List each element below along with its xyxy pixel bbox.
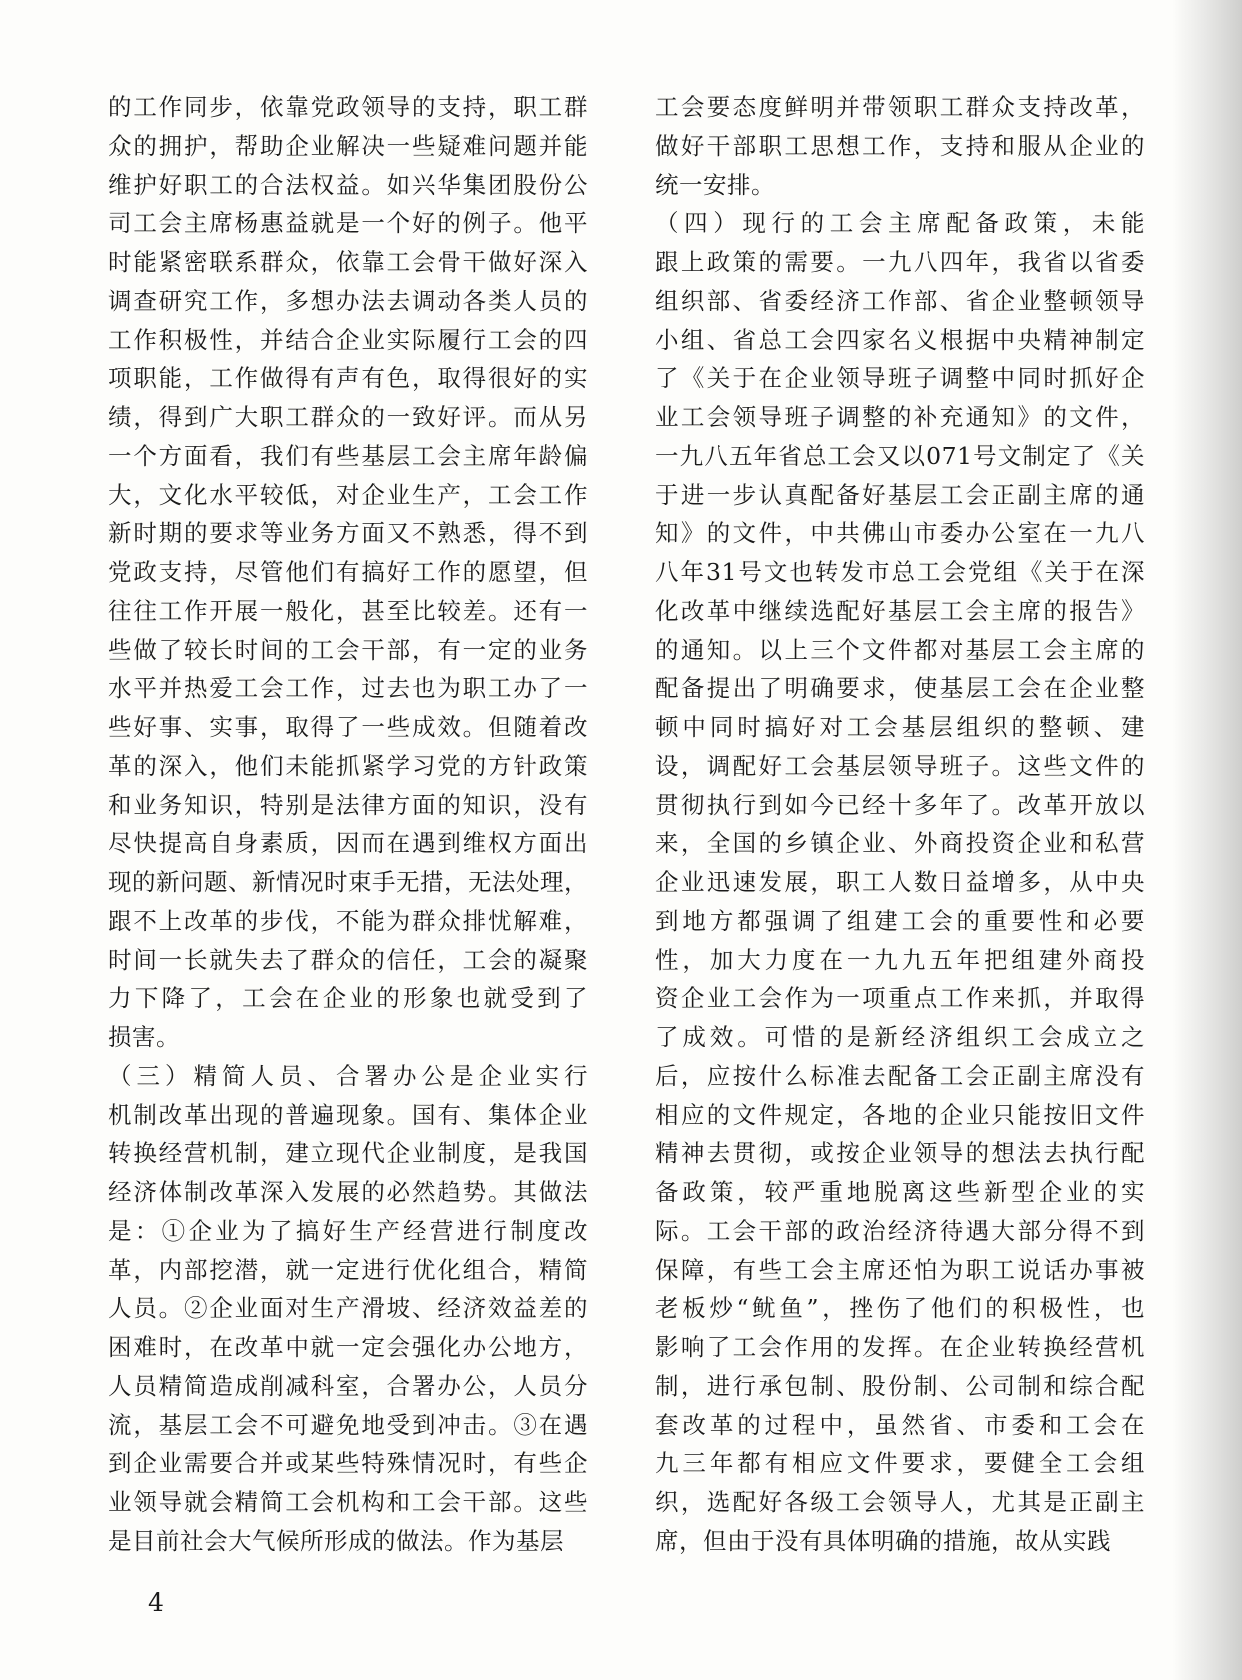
text-line: 力下降了，工会在企业的形象也就受到了	[108, 984, 588, 1013]
text-line: 精神去贯彻，或按企业领导的想法去执行配	[655, 1139, 1145, 1168]
text-line: （四）现行的工会主席配备政策，未能	[655, 209, 1145, 238]
text-line: 后，应按什么标准去配备工会正副主席没有	[655, 1061, 1145, 1090]
text-line: 设，调配好工会基层领导班子。这些文件的	[655, 751, 1145, 780]
text-line: 小组、省总工会四家名义根据中央精神制定	[655, 325, 1145, 354]
text-line: 企业迅速发展，职工人数日益增多，从中央	[655, 868, 1145, 896]
text-line: 九三年都有相应文件要求，要健全工会组	[655, 1449, 1145, 1478]
text-line: 跟上政策的需要。一九八四年，我省以省委	[655, 248, 1145, 276]
left-column	[108, 88, 588, 1561]
text-line: 业工会领导班子调整的补充通知》的文件，	[655, 403, 1145, 431]
text-line: 转换经营机制，建立现代企业制度，是我国	[108, 1139, 588, 1168]
text-line: 维护好职工的合法权益。如兴华集团股份公	[108, 170, 588, 199]
text-line: 时能紧密联系群众，依靠工会骨干做好深入	[108, 248, 588, 276]
text-line: 业领导就会精简工会机构和工会干部。这些	[108, 1488, 588, 1516]
text-line: 工会要态度鲜明并带领职工群众支持改革，	[655, 93, 1145, 121]
text-line: 来，全国的乡镇企业、外商投资企业和私营	[655, 829, 1145, 858]
text-line: 织，选配好各级工会领导人，尤其是正副主	[655, 1488, 1145, 1516]
text-line: 了《关于在企业领导班子调整中同时抓好企	[655, 364, 1145, 393]
text-line: 一九八五年省总工会又以071号文制定了《关	[655, 441, 1145, 470]
text-line: 人员精简造成削减科室，合署办公，人员分	[108, 1371, 588, 1400]
text-line: 影响了工会作用的发挥。在企业转换经营机	[655, 1333, 1145, 1361]
text-line: 尽快提高自身素质，因而在遇到维权方面出	[108, 829, 588, 858]
text-line: 了成效。可惜的是新经济组织工会成立之	[655, 1023, 1145, 1051]
text-line: 组织部、省委经济工作部、省企业整顿领导	[655, 286, 1145, 315]
text-line: 司工会主席杨惠益就是一个好的例子。他平	[108, 209, 588, 238]
text-line: （三）精简人员、合署办公是企业实行	[108, 1061, 588, 1090]
text-line: 是目前社会大气候所形成的做法。作为基层	[108, 1526, 564, 1555]
page-number: 4	[148, 1588, 164, 1617]
text-line: 和业务知识，特别是法律方面的知识，没有	[108, 790, 588, 819]
text-line: 现的新问题、新情况时束手无措，无法处理，	[108, 868, 588, 896]
text-line: 顿中同时搞好对工会基层组织的整顿、建	[655, 713, 1145, 741]
text-line: 革的深入，他们未能抓紧学习党的方针政策	[108, 751, 588, 780]
text-line: 的通知。以上三个文件都对基层工会主席的	[655, 635, 1145, 664]
text-line: 做好干部职工思想工作，支持和服从企业的	[655, 131, 1145, 160]
text-line: 些好事、实事，取得了一些成效。但随着改	[108, 713, 588, 741]
text-line: 人员。②企业面对生产滑坡、经济效益差的	[108, 1294, 588, 1323]
text-line: 知》的文件，中共佛山市委办公室在一九八	[655, 519, 1145, 548]
text-line: 时间一长就失去了群众的信任，工会的凝聚	[108, 945, 588, 974]
text-line: 于进一步认真配备好基层工会正副主席的通	[655, 480, 1145, 509]
text-line: 性，加大力度在一九九五年把组建外商投	[655, 945, 1145, 974]
text-line: 制，进行承包制、股份制、公司制和综合配	[655, 1371, 1145, 1400]
text-line: 跟不上改革的步伐，不能为群众排忧解难，	[108, 906, 588, 935]
text-line: 是：①企业为了搞好生产经营进行制度改	[108, 1216, 588, 1245]
text-line: 套改革的过程中，虽然省、市委和工会在	[655, 1410, 1145, 1439]
text-line: 革，内部挖潜，就一定进行优化组合，精简	[108, 1255, 588, 1284]
text-line: 席，但由于没有具体明确的措施，故从实践	[655, 1526, 1111, 1555]
text-line: 党政支持，尽管他们有搞好工作的愿望，但	[108, 558, 588, 586]
text-line: 众的拥护，帮助企业解决一些疑难问题并能	[108, 131, 588, 160]
text-line: 往往工作开展一般化，甚至比较差。还有一	[108, 596, 588, 625]
text-line: 配备提出了明确要求，使基层工会在企业整	[655, 674, 1145, 703]
text-line: 经济体制改革深入发展的必然趋势。其做法	[108, 1178, 588, 1206]
text-line: 损害。	[108, 1023, 180, 1051]
text-line: 水平并热爱工会工作，过去也为职工办了一	[108, 674, 588, 703]
text-line: 绩，得到广大职工群众的一致好评。而从另	[108, 403, 588, 431]
text-line: 机制改革出现的普遍现象。国有、集体企业	[108, 1100, 588, 1129]
right-column	[655, 88, 1145, 1561]
text-line: 八年31号文也转发市总工会党组《关于在深	[655, 558, 1145, 586]
text-line: 资企业工会作为一项重点工作来抓，并取得	[655, 984, 1145, 1013]
text-line: 项职能，工作做得有声有色，取得很好的实	[108, 364, 588, 393]
text-line: 老板炒“鱿鱼”，挫伤了他们的积极性，也	[655, 1294, 1145, 1323]
text-line: 流，基层工会不可避免地受到冲击。③在遇	[108, 1410, 588, 1439]
text-line: 新时期的要求等业务方面又不熟悉，得不到	[108, 519, 588, 548]
text-line: 的工作同步，依靠党政领导的支持，职工群	[108, 93, 588, 121]
text-line: 一个方面看，我们有些基层工会主席年龄偏	[108, 441, 588, 470]
text-line: 统一安排。	[655, 170, 775, 199]
text-line: 相应的文件规定，各地的企业只能按旧文件	[655, 1100, 1145, 1129]
text-line: 备政策，较严重地脱离这些新型企业的实	[655, 1178, 1145, 1206]
scan-shadow	[1172, 0, 1242, 1680]
text-line: 工作积极性，并结合企业实际履行工会的四	[108, 325, 588, 354]
text-line: 调查研究工作，多想办法去调动各类人员的	[108, 286, 588, 315]
text-line: 到地方都强调了组建工会的重要性和必要	[655, 906, 1145, 935]
text-line: 困难时，在改革中就一定会强化办公地方，	[108, 1333, 588, 1361]
text-line: 到企业需要合并或某些特殊情况时，有些企	[108, 1449, 588, 1478]
text-line: 贯彻执行到如今已经十多年了。改革开放以	[655, 790, 1145, 819]
text-line: 际。工会干部的政治经济待遇大部分得不到	[655, 1216, 1145, 1245]
text-line: 大，文化水平较低，对企业生产，工会工作	[108, 480, 588, 509]
text-line: 保障，有些工会主席还怕为职工说话办事被	[655, 1255, 1145, 1284]
text-line: 些做了较长时间的工会干部，有一定的业务	[108, 635, 588, 664]
text-line: 化改革中继续选配好基层工会主席的报告》	[655, 596, 1145, 625]
